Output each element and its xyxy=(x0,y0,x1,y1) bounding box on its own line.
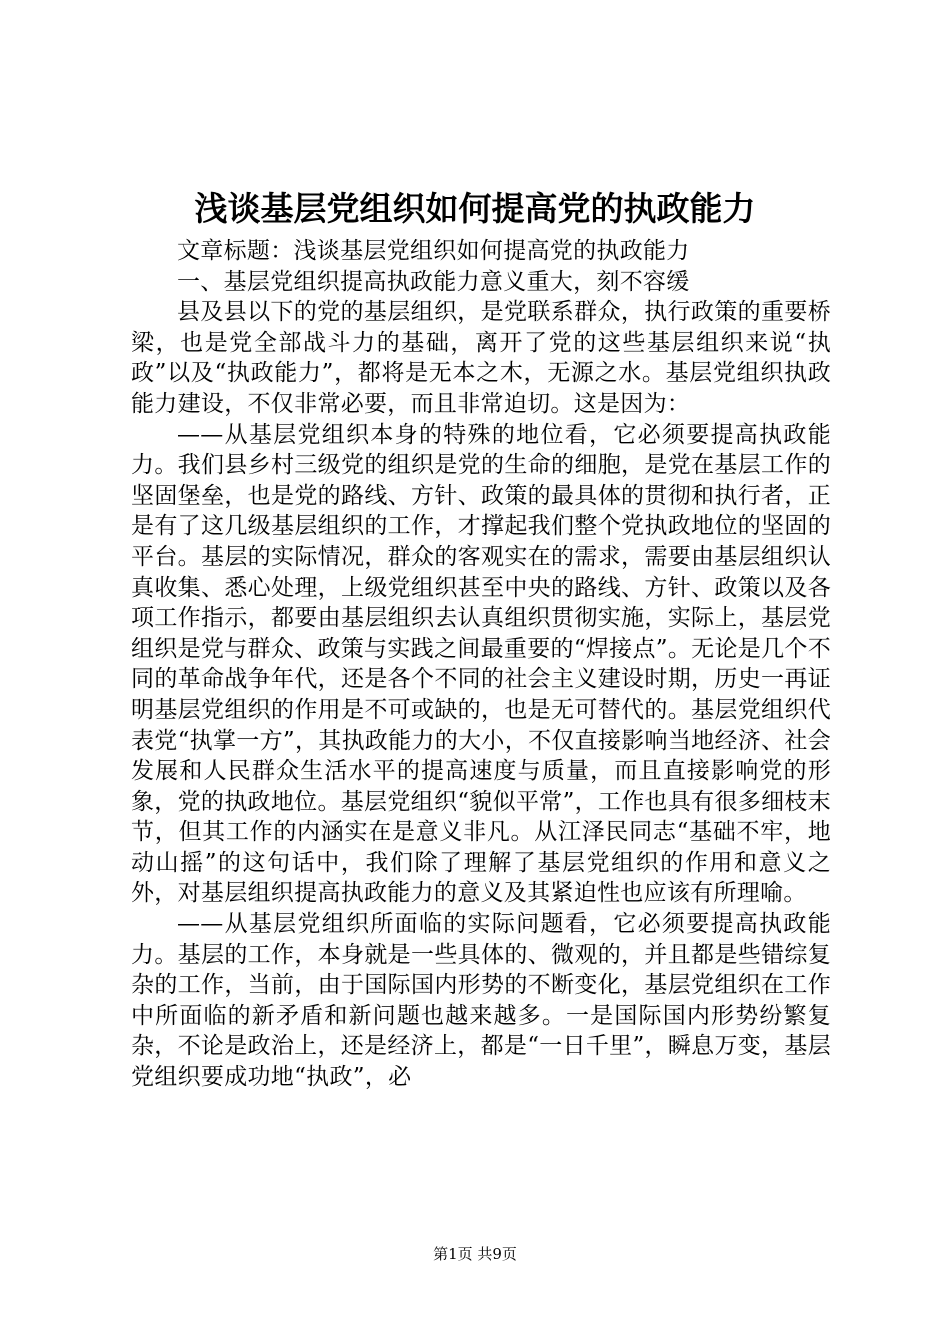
paragraph-article-title: 文章标题：浅谈基层党组织如何提高党的执政能力 xyxy=(177,238,690,264)
page-footer: 第1页 共9页 xyxy=(433,1245,517,1263)
paragraph-problems: ——从基层党组织所面临的实际问题看，它必须要提高执政能力。基层的工作，本身就是一些具体的、微观的，并且都是些错综复杂的工作，当前，由于国际国内形势的不断变化，基层党组织在工作中所面临的新矛盾和新问题也越来越多。一是国际国内形势纷繁复杂，不论是政治上，还是经济上，都是“一日千里”，瞬息万变，基层党组织要成功地“执政”，必 xyxy=(131,911,831,1091)
paragraph-intro: 县及县以下的党的基层组织，是党联系群众，执行政策的重要桥梁，也是党全部战斗力的基础，离开了党的这些基层组织来说“执政”以及“执政能力”，都将是无本之木，无源之水。基层党组织执政能力建设，不仅非常必要，而且非常迫切。这是因为： xyxy=(131,299,831,417)
document-title: 浅谈基层党组织如何提高党的执政能力 xyxy=(194,189,756,228)
paragraph-section-heading: 一、基层党组织提高执政能力意义重大，刻不容缓 xyxy=(177,268,690,295)
document-body xyxy=(131,236,831,1093)
paragraph-position: ——从基层党组织本身的特殊的地位看，它必须要提高执政能力。我们县乡村三级党的组织是党的生命的细胞，是党在基层工作的坚固堡垒，也是党的路线、方针、政策的最具体的贯彻和执行者，正是有了这几级基层组织的工作，才撑起我们整个党执政地位的坚固的平台。基层的实际情况，群众的客观实在的需求，需要由基层组织认真收集、悉心处理，上级党组织甚至中央的路线、方针、政策以及各项工作指示，都要由基层组织去认真组织贯彻实施，实际上，基层党组织是党与群众、政策与实践之间最重要的“焊接点”。无论是几个不同的革命战争年代，还是各个不同的社会主义建设时期，历史一再证明基层党组织的作用是不可或缺的，也是无可替代的。基层党组织代表党“执掌一方”，其执政能力的大小，不仅直接影响当地经济、社会发展和人民群众生活水平的提高速度与质量，而且直接影响党的形象，党的执政地位。基层党组织“貌似平常”，工作也具有很多细枝末节，但其工作的内涵实在是意义非凡。从江泽民同志“基础不牢，地动山摇”的这句话中，我们除了理解了基层党组织的作用和意义之外，对基层组织提高执政能力的意义及其紧迫性也应该有所理喻。 xyxy=(131,421,831,907)
